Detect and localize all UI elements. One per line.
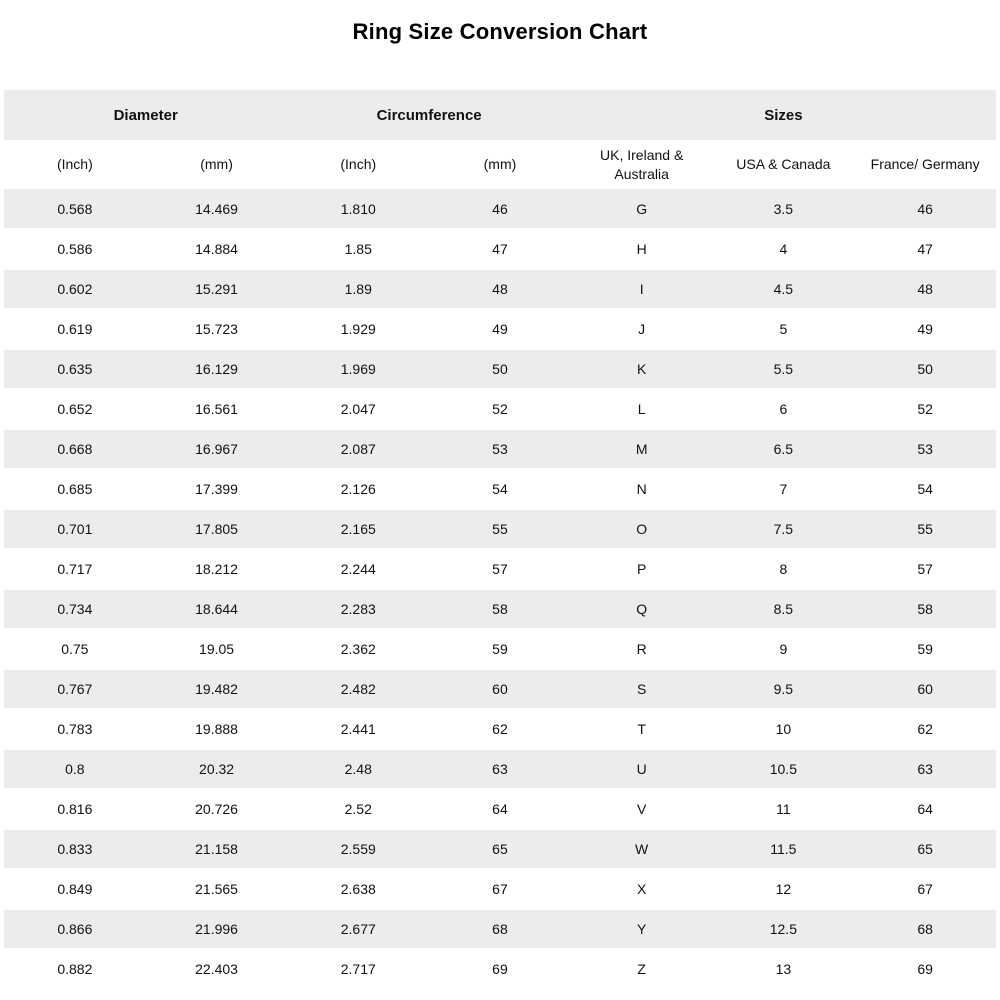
table-cell: 0.734 [4,589,146,629]
table-cell: 5.5 [713,349,855,389]
table-cell: Q [571,589,713,629]
table-cell: 18.212 [146,549,288,589]
table-cell: H [571,229,713,269]
table-cell: 1.85 [287,229,429,269]
table-cell: 11.5 [713,829,855,869]
table-header [4,90,996,189]
table-cell: 0.767 [4,669,146,709]
column-header-diameter-inch: (Inch) [4,140,146,189]
table-row [4,949,996,989]
column-group-row [4,90,996,140]
column-header-france-germany: France/ Germany [854,140,996,189]
table-cell: 67 [429,869,571,909]
table-cell: 58 [854,589,996,629]
table-cell: 59 [429,629,571,669]
table-cell: 12 [713,869,855,909]
table-cell: 0.652 [4,389,146,429]
table-cell: 68 [854,909,996,949]
table-cell: 2.677 [287,909,429,949]
table-cell: 53 [854,429,996,469]
table-cell: 0.717 [4,549,146,589]
table-cell: 10 [713,709,855,749]
table-cell: 2.717 [287,949,429,989]
table-cell: X [571,869,713,909]
table-cell: 6.5 [713,429,855,469]
table-cell: 2.047 [287,389,429,429]
table-cell: 47 [854,229,996,269]
table-cell: 7 [713,469,855,509]
table-row [4,909,996,949]
table-cell: I [571,269,713,309]
column-header-row [4,140,996,189]
table-cell: 0.816 [4,789,146,829]
table-cell: 62 [854,709,996,749]
table-cell: 0.668 [4,429,146,469]
table-row [4,469,996,509]
table-cell: 48 [429,269,571,309]
ring-size-table [4,90,996,990]
table-cell: 14.469 [146,189,288,229]
table-row [4,829,996,869]
table-cell: 1.969 [287,349,429,389]
table-cell: Z [571,949,713,989]
table-cell: 22.403 [146,949,288,989]
table-cell: 57 [854,549,996,589]
table-cell: 19.05 [146,629,288,669]
table-cell: 15.291 [146,269,288,309]
table-cell: 2.559 [287,829,429,869]
table-cell: 20.726 [146,789,288,829]
table-cell: 2.482 [287,669,429,709]
table-cell: 0.8 [4,749,146,789]
table-cell: M [571,429,713,469]
table-cell: 21.565 [146,869,288,909]
table-cell: R [571,629,713,669]
table-cell: 4.5 [713,269,855,309]
table-cell: 21.158 [146,829,288,869]
table-cell: 49 [854,309,996,349]
table-cell: 65 [854,829,996,869]
table-row [4,349,996,389]
table-row [4,709,996,749]
table-cell: 9.5 [713,669,855,709]
table-cell: 63 [854,749,996,789]
table-cell: K [571,349,713,389]
table-cell: 52 [429,389,571,429]
table-cell: 55 [854,509,996,549]
table-row [4,309,996,349]
table-cell: 18.644 [146,589,288,629]
table-row [4,549,996,589]
table-cell: 2.48 [287,749,429,789]
table-cell: 0.619 [4,309,146,349]
table-cell: 0.635 [4,349,146,389]
table-row [4,429,996,469]
table-cell: V [571,789,713,829]
table-cell: L [571,389,713,429]
table-cell: 60 [854,669,996,709]
table-cell: G [571,189,713,229]
table-cell: 50 [429,349,571,389]
table-cell: 0.849 [4,869,146,909]
table-cell: 0.783 [4,709,146,749]
table-cell: 2.165 [287,509,429,549]
table-cell: 2.441 [287,709,429,749]
table-cell: 20.32 [146,749,288,789]
table-cell: T [571,709,713,749]
table-cell: 21.996 [146,909,288,949]
table-cell: 0.75 [4,629,146,669]
table-cell: S [571,669,713,709]
table-cell: 54 [429,469,571,509]
table-cell: 54 [854,469,996,509]
table-cell: 19.888 [146,709,288,749]
table-cell: 0.568 [4,189,146,229]
table-cell: 1.89 [287,269,429,309]
column-header-usa-canada: USA & Canada [713,140,855,189]
table-cell: 46 [429,189,571,229]
table-cell: 1.929 [287,309,429,349]
table-row [4,269,996,309]
table-cell: 53 [429,429,571,469]
table-cell: 13 [713,949,855,989]
table-cell: 64 [854,789,996,829]
table-cell: 57 [429,549,571,589]
table-cell: 52 [854,389,996,429]
table-row [4,789,996,829]
table-cell: 2.362 [287,629,429,669]
table-cell: 67 [854,869,996,909]
table-cell: J [571,309,713,349]
table-row [4,389,996,429]
table-row [4,869,996,909]
table-cell: 8.5 [713,589,855,629]
column-group-circumference: Circumference [287,90,570,140]
table-cell: 17.805 [146,509,288,549]
table-cell: 64 [429,789,571,829]
table-cell: 0.685 [4,469,146,509]
table-cell: 17.399 [146,469,288,509]
table-cell: 8 [713,549,855,589]
table-cell: 50 [854,349,996,389]
table-row [4,509,996,549]
table-cell: 12.5 [713,909,855,949]
table-cell: 0.602 [4,269,146,309]
table-cell: 16.967 [146,429,288,469]
table-cell: 2.244 [287,549,429,589]
table-cell: 69 [854,949,996,989]
table-cell: 0.882 [4,949,146,989]
table-cell: 65 [429,829,571,869]
column-header-circumference-mm: (mm) [429,140,571,189]
column-group-sizes: Sizes [571,90,996,140]
table-cell: 2.283 [287,589,429,629]
table-cell: 4 [713,229,855,269]
table-cell: 0.833 [4,829,146,869]
table-cell: 10.5 [713,749,855,789]
table-cell: 0.586 [4,229,146,269]
table-cell: 3.5 [713,189,855,229]
column-header-diameter-mm: (mm) [146,140,288,189]
table-cell: 69 [429,949,571,989]
table-cell: 49 [429,309,571,349]
table-cell: 55 [429,509,571,549]
page-title: Ring Size Conversion Chart [352,19,648,44]
table-cell: 6 [713,389,855,429]
table-cell: 16.561 [146,389,288,429]
table-cell: 1.810 [287,189,429,229]
column-header-circumference-inch: (Inch) [287,140,429,189]
table-cell: 15.723 [146,309,288,349]
table-cell: 9 [713,629,855,669]
table-cell: U [571,749,713,789]
table-cell: 2.52 [287,789,429,829]
table-cell: 19.482 [146,669,288,709]
table-cell: P [571,549,713,589]
table-cell: 47 [429,229,571,269]
table-cell: 58 [429,589,571,629]
table-cell: 11 [713,789,855,829]
table-row [4,189,996,229]
table-cell: 46 [854,189,996,229]
table-cell: O [571,509,713,549]
table-cell: 7.5 [713,509,855,549]
column-group-diameter: Diameter [4,90,287,140]
table-cell: 0.701 [4,509,146,549]
table-cell: 2.126 [287,469,429,509]
table-cell: 14.884 [146,229,288,269]
table-cell: 5 [713,309,855,349]
table-cell: 2.087 [287,429,429,469]
table-body [4,189,996,989]
table-row [4,749,996,789]
table-cell: N [571,469,713,509]
column-header-uk-ireland-australia: UK, Ireland & Australia [571,140,713,189]
table-cell: Y [571,909,713,949]
table-cell: 62 [429,709,571,749]
table-cell: 48 [854,269,996,309]
table-cell: 2.638 [287,869,429,909]
table-row [4,669,996,709]
table-cell: 63 [429,749,571,789]
table-cell: 0.866 [4,909,146,949]
table-row [4,229,996,269]
table-row [4,629,996,669]
table-cell: 16.129 [146,349,288,389]
table-row [4,589,996,629]
table-cell: 60 [429,669,571,709]
table-cell: W [571,829,713,869]
table-cell: 68 [429,909,571,949]
table-cell: 59 [854,629,996,669]
